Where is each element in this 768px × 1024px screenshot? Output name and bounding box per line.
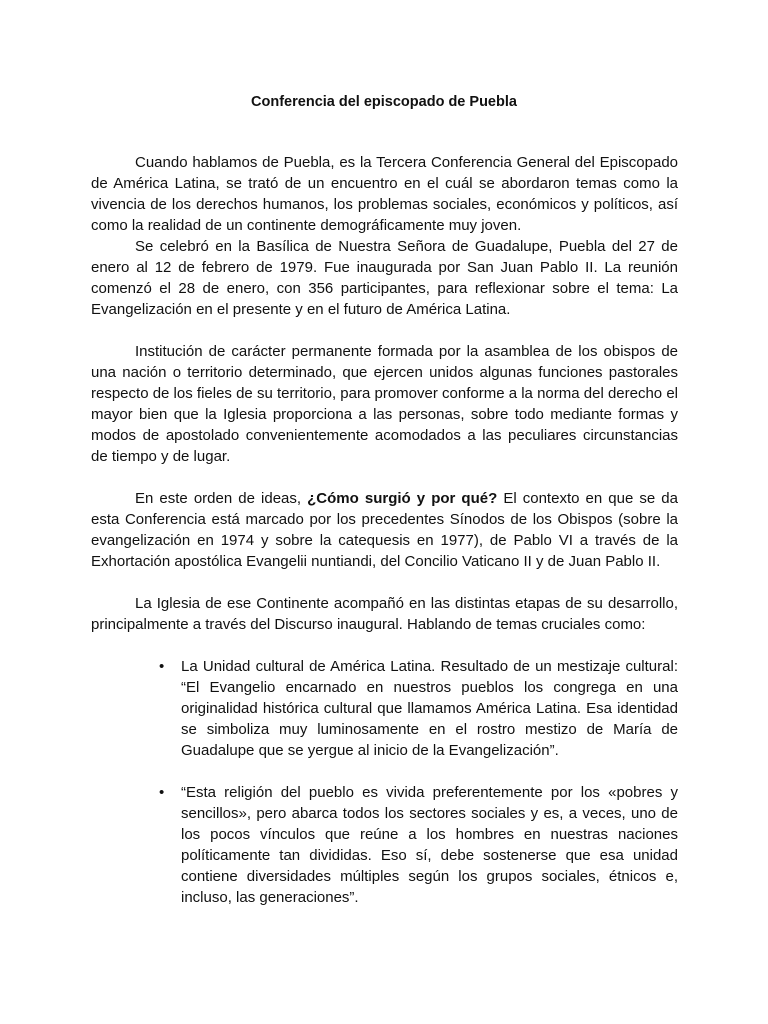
paragraph-celebration: Se celebró en la Basílica de Nuestra Señora de Guadalupe, Puebla del 27 de enero al 12 de febrero de 1979. Fue inaugurada por San Juan Pablo II. La reunión comenzó el 28 de enero, con 356 participantes, para reflexionar sobre el tema: La Evangelización en el presente y en el futuro de América Latina.: [91, 238, 678, 318]
paragraph-institution: Institución de carácter permanente formada por la asamblea de los obispos de una nación o territorio determinado, que ejercen unidos algunas funciones pastorales respecto de los fieles de su territorio, para promover conforme a la norma del derecho el mayor bien que la Iglesia proporciona a las personas, sobre todo mediante formas y modos de apostolado convenientemente acomodados a las peculiares circunstancias de tiempo y de lugar.: [91, 343, 678, 465]
bullet-list: [91, 656, 678, 908]
document-body: [91, 152, 678, 908]
paragraph-puebla-intro: Cuando hablamos de Puebla, es la Tercera Conferencia General del Episcopado de América Latina, se trató de un encuentro en el cuál se abordaron temas como la vivencia de los derechos humanos, los problemas sociales, económicos y políticos, así como la realidad de un continente demográficamente muy joven.: [91, 154, 678, 234]
paragraph-spacer: [91, 467, 678, 488]
context-question-bold: ¿Cómo surgió y por qué?: [307, 490, 498, 507]
list-item: [159, 656, 678, 761]
list-spacer: [181, 761, 678, 782]
list-item-text: “Esta religión del pueblo es vivida preferentemente por los «pobres y sencillos», pero abarca todos los sectores sociales y es, a veces, uno de los pocos vínculos que reúne a los hombres en nuestras naciones políticamente tan divididas. Eso sí, debe sostenerse que esa unidad contiene diversidades múltiples según los grupos sociales, étnicos e, incluso, las generaciones”.: [181, 784, 678, 906]
paragraph-spacer: [91, 572, 678, 593]
list-item: [159, 782, 678, 908]
paragraph-spacer: [91, 320, 678, 341]
context-rest-text: El contexto en que se da esta Conferencia está marcado por los precedentes Sínodos de los Obispos (sobre la evangelización en 1974 y sobre la catequesis en 1977), de Pablo VI a través de la Exhortación apostólica Evangelii nuntiandi, del Concilio Vaticano II y de Juan Pablo II.: [91, 490, 678, 570]
context-lead-text: En este orden de ideas,: [135, 490, 308, 507]
bullet-icon: •: [159, 658, 165, 675]
paragraph-list-intro: La Iglesia de ese Continente acompañó en las distintas etapas de su desarrollo, principalmente a través del Discurso inaugural. Hablando de temas cruciales como:: [91, 595, 678, 633]
document-title: Conferencia del episcopado de Puebla: [251, 94, 517, 110]
paragraph-context: [91, 488, 678, 572]
bullet-icon: •: [159, 784, 165, 801]
paragraph-spacer: [91, 635, 678, 656]
list-item-text: La Unidad cultural de América Latina. Resultado de un mestizaje cultural: “El Evangelio encarnado en nuestros pueblos los congrega en una originalidad histórica cultural que llamamos América Latina. Esa identidad se simboliza muy luminosamente en el rostro mestizo de María de Guadalupe que se yergue al inicio de la Evangelización”.: [181, 658, 678, 759]
